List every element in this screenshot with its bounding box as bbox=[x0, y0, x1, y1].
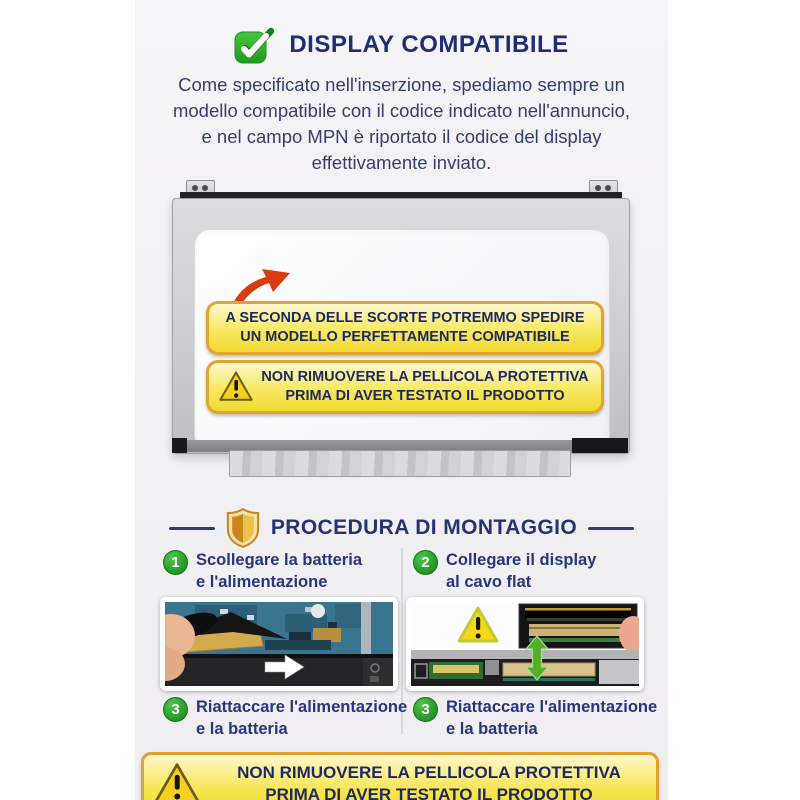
screw-hole bbox=[605, 185, 611, 191]
intro-line: effettivamente inviato. bbox=[311, 152, 492, 173]
warning-triangle-icon bbox=[152, 761, 202, 800]
panel-end-cap-left bbox=[172, 438, 187, 453]
footer-warning-line: PRIMA DI AVER TESTATO IL PRODOTTO bbox=[265, 784, 593, 800]
step-line: Riattaccare l'alimentazione bbox=[196, 698, 408, 716]
footer-warning-text bbox=[202, 762, 656, 800]
film-notice-line: NON RIMUOVERE LA PELLICOLA PROTETTIVA bbox=[261, 369, 589, 385]
step-number-badge: 3 bbox=[413, 697, 438, 722]
panel-end-cap-right bbox=[572, 438, 628, 453]
header bbox=[135, 26, 668, 64]
step-line: e la batteria bbox=[446, 720, 538, 738]
step-1 bbox=[163, 549, 362, 593]
film-notice-text bbox=[255, 368, 595, 405]
step-line: Scollegare la batteria bbox=[196, 551, 362, 569]
step-line: al cavo flat bbox=[446, 573, 532, 591]
intro-paragraph bbox=[140, 72, 663, 176]
step-2 bbox=[413, 549, 596, 593]
lcd-panel-figure bbox=[172, 180, 630, 476]
step-3-left bbox=[163, 696, 407, 740]
step-1-label bbox=[196, 549, 362, 593]
screw-hole bbox=[595, 185, 601, 191]
check-badge-icon bbox=[234, 26, 276, 64]
step-line: Collegare il display bbox=[446, 551, 597, 569]
intro-line: modello compatibile con il codice indicato nell'annuncio, bbox=[172, 100, 631, 121]
film-notice-banner bbox=[206, 360, 604, 414]
film-notice-line: PRIMA DI AVER TESTATO IL PRODOTTO bbox=[285, 387, 565, 404]
heading-rule-right bbox=[588, 527, 634, 530]
heading-rule-left bbox=[169, 527, 215, 530]
screw-hole bbox=[192, 185, 198, 191]
footer-warning-line: NON RIMUOVERE LA PELLICOLA PROTETTIVA bbox=[237, 763, 621, 782]
step-line: e la batteria bbox=[196, 720, 288, 738]
shield-icon bbox=[226, 508, 260, 548]
stock-notice-line: UN MODELLO PERFETTAMENTE COMPATIBILE bbox=[240, 328, 570, 345]
photo-connect-flat-cable bbox=[406, 597, 644, 691]
step-number-badge: 3 bbox=[163, 697, 188, 722]
stock-notice-line: A SECONDA DELLE SCORTE POTREMMO SPEDIRE bbox=[225, 310, 585, 326]
page-title: DISPLAY COMPATIBILE bbox=[289, 31, 569, 58]
panel-foil-strip bbox=[229, 450, 571, 477]
step-number-badge: 2 bbox=[413, 550, 438, 575]
step-line: e l'alimentazione bbox=[196, 573, 328, 591]
step-line: Riattaccare l'alimentazione bbox=[446, 698, 658, 716]
footer-warning-banner bbox=[141, 752, 659, 800]
procedure-title: PROCEDURA DI MONTAGGIO bbox=[270, 516, 578, 539]
step-2-label bbox=[446, 549, 596, 593]
step-number-badge: 1 bbox=[163, 550, 188, 575]
step-3-right bbox=[413, 696, 657, 740]
stock-notice-banner bbox=[206, 301, 604, 355]
connector-photo bbox=[411, 602, 639, 686]
intro-line: Come specificato nell'inserzione, spediamo sempre un bbox=[178, 74, 625, 95]
step-3-right-label bbox=[446, 696, 657, 740]
photo-disconnect-battery bbox=[160, 597, 398, 691]
warning-triangle-icon bbox=[217, 370, 255, 403]
procedure-heading bbox=[135, 508, 668, 548]
step-3-left-label bbox=[196, 696, 407, 740]
motherboard-photo bbox=[165, 602, 393, 686]
intro-line: e nel campo MPN è riportato il codice del display bbox=[201, 126, 602, 147]
screw-hole bbox=[202, 185, 208, 191]
